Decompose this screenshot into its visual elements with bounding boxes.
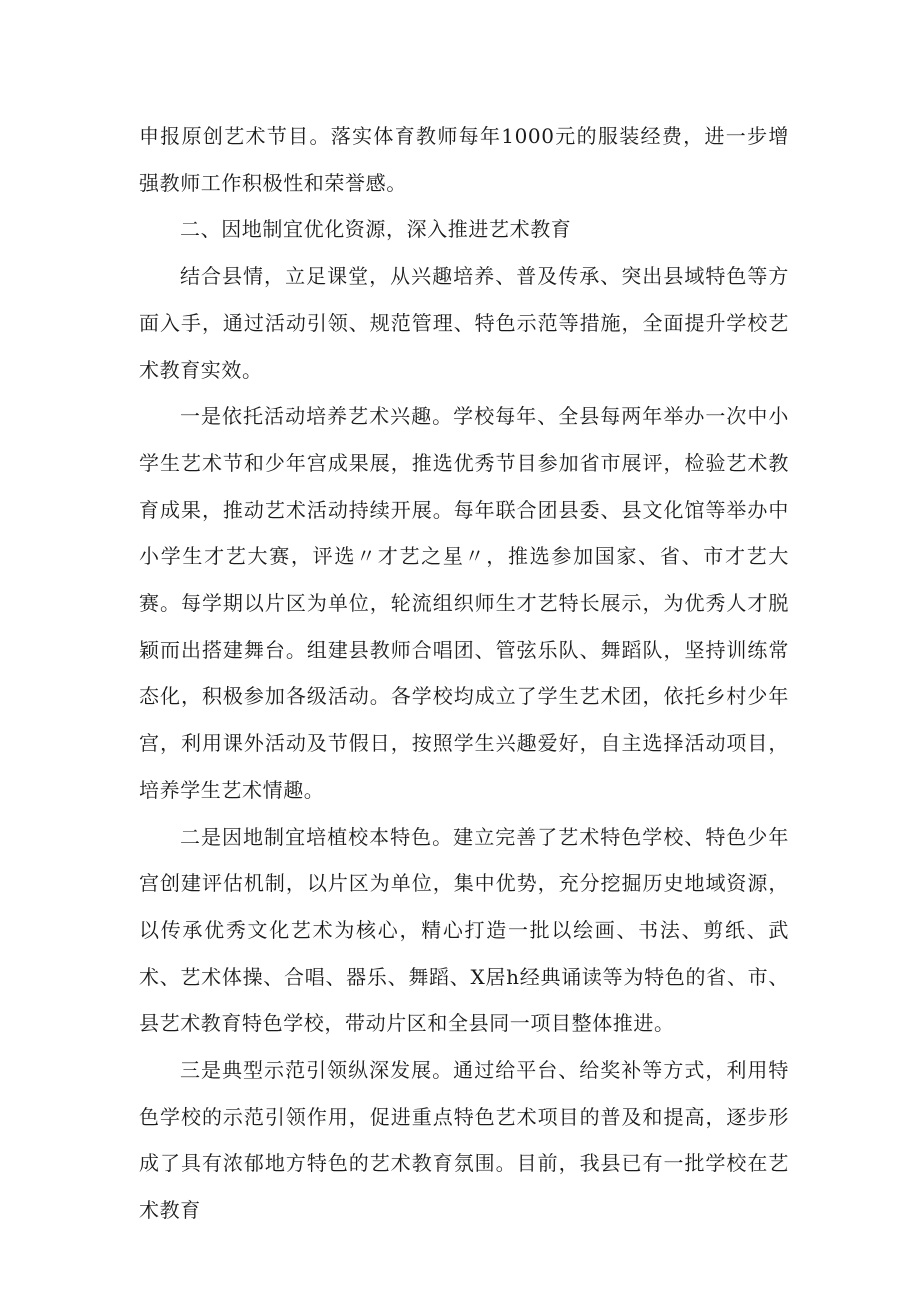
paragraph-point-two: 二是因地制宜培植校本特色。建立完善了艺术特色学校、特色少年宫创建评估机制，以片区为单位，集中优势，充分挖掘历史地域资源，以传承优秀文化艺术为核心，精心打造一批以绘画、书法、剪纸、武术、艺术体操、合唱、器乐、舞蹈、X居h经典诵读等为特色的省、市、县艺术教育特色学校，带动片区和全县同一项目整体推进。 <box>139 824 789 1036</box>
document-body <box>139 113 789 1234</box>
paragraph-intro: 结合县情，立足课堂，从兴趣培养、普及传承、突出县域特色等方面入手，通过活动引领、规范管理、特色示范等措施，全面提升学校艺术教育实效。 <box>139 264 789 382</box>
paragraph-continuation: 申报原创艺术节目。落实体育教师每年1000元的服装经费，进一步增强教师工作积极性和荣誉感。 <box>139 124 789 195</box>
paragraph-point-three: 三是典型示范引领纵深发展。通过给平台、给奖补等方式，利用特色学校的示范引领作用，促进重点特色艺术项目的普及和提高，逐步形成了具有浓郁地方特色的艺术教育氛围。目前，我县已有一批学校在艺术教育 <box>139 1058 789 1223</box>
section-heading: 二、因地制宜优化资源，深入推进艺术教育 <box>180 217 572 242</box>
paragraph-point-one: 一是依托活动培养艺术兴趣。学校每年、全县每两年举办一次中小学生艺术节和少年宫成果展，推选优秀节目参加省市展评，检验艺术教育成果，推动艺术活动持续开展。每年联合团县委、县文化馆等举办中小学生才艺大赛，评选〃才艺之星〃，推选参加国家、省、市才艺大赛。每学期以片区为单位，轮流组织师生才艺特长展示，为优秀人才脱颖而出搭建舞台。组建县教师合唱团、管弦乐队、舞蹈队，坚持训练常态化，积极参加各级活动。各学校均成立了学生艺术团，依托乡村少年宫，利用课外活动及节假日，按照学生兴趣爱好，自主选择活动项目，培养学生艺术情趣。 <box>139 404 789 802</box>
